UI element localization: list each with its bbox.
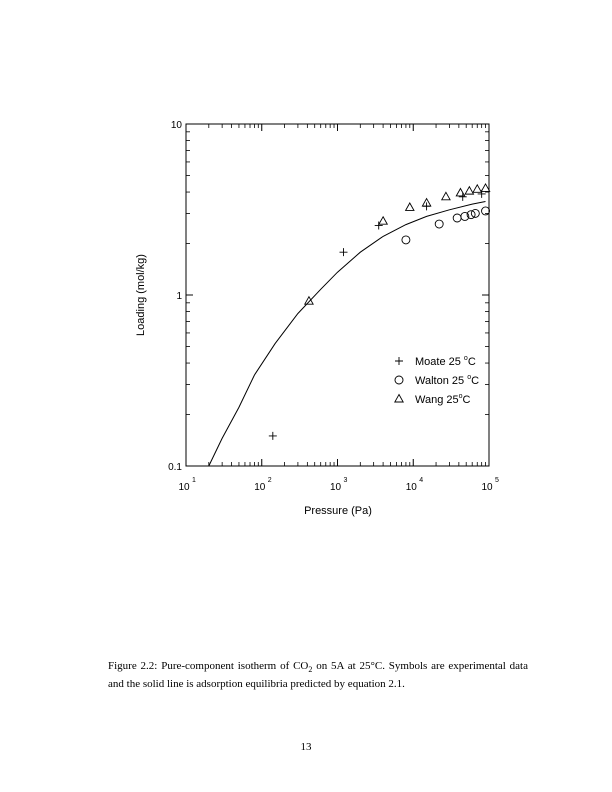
triangle-marker — [305, 297, 313, 305]
x-tick-labels — [178, 477, 499, 493]
x-tick-label: 10 — [254, 482, 266, 493]
triangle-marker — [481, 184, 489, 192]
plus-marker — [375, 221, 383, 229]
triangle-marker — [406, 203, 414, 211]
legend — [395, 355, 479, 406]
legend-label: Walton 25 $^o$C — [415, 374, 480, 387]
page-number: 13 — [300, 741, 312, 753]
legend-plus-icon — [395, 357, 403, 365]
triangle-marker — [473, 185, 481, 193]
triangle-marker — [465, 187, 473, 195]
circle-marker — [453, 214, 461, 222]
circle-marker — [402, 236, 410, 244]
x-tick-exponent: 4 — [419, 477, 424, 484]
model-line — [209, 202, 486, 467]
y-tick-label: 10 — [170, 120, 182, 131]
plot-frame — [186, 124, 489, 466]
y-tick-label: 0.1 — [168, 462, 182, 473]
x-tick-label: 10 — [178, 482, 190, 493]
axis-ticks — [186, 124, 489, 466]
plus-marker — [339, 248, 347, 256]
caption-prefix: Figure 2.2: Pure-component isotherm of CO — [108, 660, 309, 672]
x-axis-label: Pressure (Pa) — [304, 505, 372, 517]
y-tick-label: 1 — [176, 291, 182, 302]
triangle-marker — [442, 192, 450, 200]
caption-suffix: on 5A at 25°C. Symbols are experimental data and the solid line is adsorption equilibria predicted by equation 2.1. — [108, 660, 528, 691]
triangle-marker — [456, 188, 464, 196]
x-tick-label: 10 — [481, 482, 493, 493]
legend-triangle-icon — [395, 395, 403, 403]
triangle-marker — [379, 217, 387, 225]
legend-circle-icon — [395, 376, 403, 384]
x-tick-exponent: 2 — [267, 477, 272, 484]
y-axis-label: Loading (mol/kg) — [135, 254, 147, 336]
legend-label: Moate 25 $^o$C — [415, 355, 476, 368]
circle-marker — [435, 220, 443, 228]
caption-subscript: 2 — [308, 665, 313, 675]
plus-marker — [269, 432, 277, 440]
x-tick-exponent: 5 — [495, 477, 499, 484]
x-tick-exponent: 1 — [192, 477, 196, 484]
x-tick-exponent: 3 — [343, 477, 348, 484]
x-tick-label: 10 — [405, 482, 417, 493]
legend-label: Wang 25$^o$C — [415, 393, 471, 406]
figure-caption — [108, 659, 528, 691]
y-tick-labels — [168, 120, 182, 473]
x-tick-label: 10 — [329, 482, 342, 493]
